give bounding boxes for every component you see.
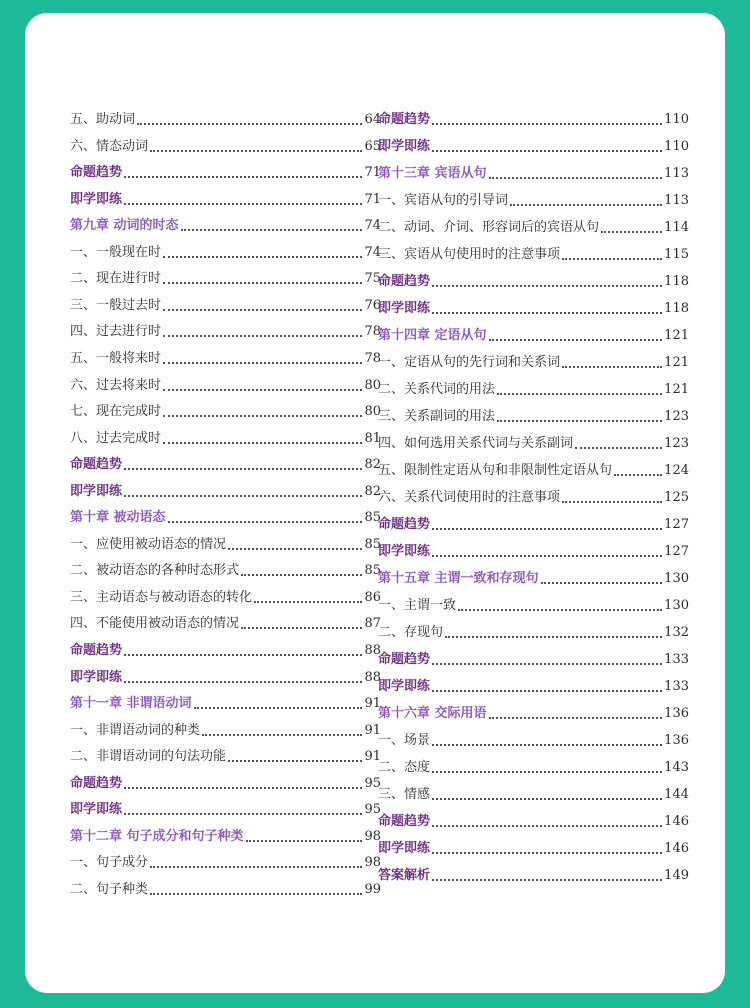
toc-entry-page-number: 113 (664, 193, 689, 208)
toc-entry[interactable] (70, 320, 381, 340)
toc-entry-title: 命题趋势 (378, 652, 431, 667)
toc-entry-page-number: 71 (364, 191, 381, 207)
toc-entry-page-number: 115 (664, 247, 689, 262)
dot-leader (163, 442, 362, 444)
toc-entry-page-number: 118 (664, 301, 689, 316)
toc-entry-title: 五、限制性定语从句和非限制性定语从句 (378, 463, 613, 478)
toc-entry-title: 三、宾语从句使用时的注意事项 (378, 247, 561, 262)
dot-leader (124, 787, 362, 789)
toc-entry[interactable] (378, 648, 689, 668)
toc-entry[interactable] (70, 586, 381, 606)
toc-entry-page-number: 80 (364, 377, 381, 393)
toc-entry-title: 答案解析 (378, 868, 431, 883)
toc-entry-title: 命题趋势 (378, 112, 431, 127)
toc-entry[interactable] (378, 837, 689, 857)
toc-entry[interactable] (70, 294, 381, 314)
dot-leader (575, 447, 662, 449)
toc-entry[interactable] (70, 108, 381, 128)
toc-entry-title: 三、主动语态与被动语态的转化 (70, 589, 253, 605)
toc-entry-page-number: 81 (364, 430, 381, 446)
toc-entry-page-number: 127 (664, 517, 689, 532)
dot-leader (432, 825, 662, 827)
toc-entry[interactable] (70, 559, 381, 579)
toc-entry[interactable] (70, 798, 381, 818)
dot-leader (124, 813, 362, 815)
toc-entry-title: 第十六章 交际用语 (378, 706, 487, 721)
toc-entry-page-number: 99 (364, 881, 381, 897)
toc-entry-page-number: 88 (364, 669, 381, 685)
toc-entry[interactable] (378, 783, 689, 803)
toc-entry-title: 第十三章 宾语从句 (378, 166, 487, 181)
toc-entry-title: 一、句子成分 (70, 855, 149, 871)
toc-entry-title: 第十二章 句子成分和句子种类 (70, 828, 244, 844)
toc-entry-page-number: 123 (664, 409, 689, 424)
toc-entry-page-number: 110 (664, 112, 689, 127)
dot-leader (432, 285, 662, 287)
toc-entry-title: 二、动词、介词、形容词后的宾语从句 (378, 220, 600, 235)
toc-entry[interactable] (378, 540, 689, 560)
toc-entry[interactable] (378, 108, 689, 128)
dot-leader (432, 798, 662, 800)
toc-entry[interactable] (70, 692, 381, 712)
toc-entry[interactable] (378, 702, 689, 722)
toc-entry[interactable] (378, 594, 689, 614)
toc-entry[interactable] (378, 162, 689, 182)
toc-entry-page-number: 71 (364, 165, 381, 181)
toc-entry-page-number: 130 (664, 571, 689, 586)
toc-entry-title: 即学即练 (70, 191, 123, 207)
toc-entry-title: 五、助动词 (70, 112, 136, 127)
toc-entry-page-number: 74 (364, 218, 381, 234)
dot-leader (124, 681, 362, 683)
toc-entry-page-number: 118 (664, 274, 689, 289)
toc-entry-title: 八、过去完成时 (70, 430, 162, 446)
dot-leader (562, 258, 662, 260)
dot-leader (150, 893, 362, 895)
dot-leader (194, 707, 363, 709)
toc-entry-page-number: 82 (364, 483, 381, 499)
toc-entry-page-number: 121 (664, 382, 689, 397)
toc-entry-title: 一、场景 (378, 733, 431, 748)
toc-entry[interactable] (70, 533, 381, 553)
toc-entry-title: 一、非谓语动词的种类 (70, 722, 201, 738)
dot-leader (168, 521, 363, 523)
toc-entry-page-number: 121 (664, 328, 689, 343)
toc-entry[interactable] (378, 270, 689, 290)
toc-entry-title: 命题趋势 (70, 457, 123, 473)
toc-entry[interactable] (378, 297, 689, 317)
toc-entry-title: 即学即练 (378, 544, 431, 559)
toc-entry[interactable] (70, 745, 381, 765)
dot-leader (228, 760, 362, 762)
dot-leader (163, 415, 362, 417)
toc-entry-title: 二、存现句 (378, 625, 444, 640)
dot-leader (124, 654, 362, 656)
toc-entry-page-number: 133 (664, 679, 689, 694)
toc-entry-title: 四、如何选用关系代词与关系副词 (378, 436, 574, 451)
toc-entry[interactable] (70, 214, 381, 234)
dot-leader (254, 601, 362, 603)
dot-leader (124, 203, 362, 205)
dot-leader (458, 609, 662, 611)
toc-entry[interactable] (378, 243, 689, 263)
dot-leader (228, 548, 362, 550)
toc-entry[interactable] (70, 639, 381, 659)
toc-entry-title: 命题趋势 (70, 775, 123, 791)
toc-entry[interactable] (378, 189, 689, 209)
dot-leader (163, 389, 362, 391)
toc-entry[interactable] (70, 188, 381, 208)
dot-leader (432, 744, 662, 746)
toc-entry[interactable] (378, 135, 689, 155)
toc-entry-title: 即学即练 (378, 841, 431, 856)
toc-entry-title: 三、情感 (378, 787, 431, 802)
toc-entry[interactable] (70, 267, 381, 287)
toc-entry[interactable] (70, 135, 381, 155)
dot-leader (150, 150, 362, 152)
dot-leader (432, 879, 662, 881)
toc-entry-page-number: 88 (364, 643, 381, 658)
toc-entry[interactable] (378, 378, 689, 398)
toc-entry-title: 命题趋势 (378, 274, 431, 289)
toc-entry[interactable] (378, 432, 689, 452)
toc-entry[interactable] (70, 719, 381, 739)
dot-leader (150, 866, 362, 868)
toc-entry-title: 命题趋势 (70, 165, 123, 181)
toc-entry-title: 一、一般现在时 (70, 244, 162, 260)
toc-entry-page-number: 95 (364, 802, 381, 818)
dot-leader (432, 150, 662, 152)
toc-entry-page-number: 78 (364, 324, 381, 340)
toc-entry-page-number: 125 (664, 490, 689, 505)
toc-entry-title: 七、现在完成时 (70, 404, 162, 420)
toc-entry[interactable] (70, 506, 381, 526)
toc-entry[interactable] (70, 772, 381, 792)
toc-entry-page-number: 85 (364, 563, 381, 579)
dot-leader (137, 123, 362, 125)
toc-entry-page-number: 121 (664, 355, 689, 370)
dot-leader (432, 312, 662, 314)
toc-entry-title: 即学即练 (70, 802, 123, 818)
dot-leader (445, 636, 662, 638)
toc-entry-title: 一、宾语从句的引导词 (378, 193, 509, 208)
toc-entry-title: 即学即练 (70, 483, 123, 499)
toc-entry[interactable] (378, 216, 689, 236)
toc-entry-page-number: 144 (664, 787, 689, 802)
dot-leader (181, 229, 363, 231)
dot-leader (489, 717, 663, 719)
toc-entry-page-number: 146 (664, 841, 689, 856)
toc-entry-title: 二、非谓语动词的句法功能 (70, 749, 227, 765)
dot-leader (163, 309, 362, 311)
toc-entry-page-number: 146 (664, 814, 689, 829)
toc-entry[interactable] (378, 405, 689, 425)
toc-entry-title: 四、过去进行时 (70, 324, 162, 340)
toc-entry[interactable] (378, 324, 689, 344)
toc-entry-page-number: 82 (364, 457, 381, 473)
dot-leader (497, 420, 662, 422)
toc-entry-title: 二、被动语态的各种时态形式 (70, 563, 240, 579)
toc-entry-page-number: 127 (664, 544, 689, 559)
dot-leader (163, 256, 362, 258)
toc-entry-page-number: 123 (664, 436, 689, 451)
toc-entry-title: 命题趋势 (70, 643, 123, 658)
dot-leader (541, 582, 663, 584)
dot-leader (163, 282, 362, 284)
toc-entry-page-number: 80 (364, 404, 381, 420)
dot-leader (562, 366, 662, 368)
dot-leader (163, 335, 362, 337)
toc-entry[interactable] (378, 486, 689, 506)
toc-entry-page-number: 95 (364, 775, 381, 791)
dot-leader (163, 362, 362, 364)
toc-entry[interactable] (70, 241, 381, 261)
toc-entry[interactable] (70, 825, 381, 845)
toc-entry-page-number: 74 (364, 244, 381, 260)
toc-entry-page-number: 98 (364, 855, 381, 871)
toc-entry[interactable] (378, 513, 689, 533)
toc-entry[interactable] (378, 459, 689, 479)
toc-entry[interactable] (378, 675, 689, 695)
toc-entry-title: 二、态度 (378, 760, 431, 775)
toc-entry-page-number: 124 (664, 463, 689, 478)
toc-entry-page-number: 78 (364, 350, 381, 366)
dot-leader (432, 528, 662, 530)
dot-leader (241, 574, 362, 576)
toc-entry-title: 第十五章 主谓一致和存现句 (378, 571, 539, 586)
toc-entry-page-number: 136 (664, 733, 689, 748)
toc-entry-title: 一、定语从句的先行词和关系词 (378, 355, 561, 370)
toc-entry-page-number: 91 (364, 722, 381, 738)
dot-leader (432, 555, 662, 557)
dot-leader (614, 474, 662, 476)
toc-entry-title: 命题趋势 (378, 814, 431, 829)
toc-entry-page-number: 85 (364, 536, 381, 552)
toc-entry-page-number: 76 (364, 297, 381, 313)
toc-entry[interactable] (70, 427, 381, 447)
toc-entry-title: 第十一章 非谓语动词 (70, 696, 192, 712)
toc-entry[interactable] (70, 453, 381, 473)
dot-leader (489, 177, 663, 179)
toc-entry[interactable] (378, 864, 689, 884)
toc-entry[interactable] (378, 810, 689, 830)
toc-entry-title: 四、不能使用被动语态的情况 (70, 616, 240, 632)
toc-entry-page-number: 98 (364, 828, 381, 844)
dot-leader (489, 339, 663, 341)
dot-leader (124, 468, 362, 470)
toc-entry[interactable] (378, 351, 689, 371)
toc-entry-page-number: 91 (364, 749, 381, 765)
toc-entry-page-number: 75 (364, 271, 381, 287)
dot-leader (497, 393, 662, 395)
toc-entry[interactable] (70, 612, 381, 632)
toc-entry-title: 一、应使用被动语态的情况 (70, 536, 227, 552)
toc-entry-page-number: 113 (664, 166, 689, 181)
toc-entry-title: 命题趋势 (378, 517, 431, 532)
toc-entry-page-number: 114 (664, 220, 689, 235)
toc-entry-page-number: 130 (664, 598, 689, 613)
dot-leader (601, 231, 662, 233)
dot-leader (241, 627, 362, 629)
toc-entry[interactable] (70, 851, 381, 871)
toc-entry[interactable] (70, 666, 381, 686)
dot-leader (124, 176, 362, 178)
toc-entry[interactable] (70, 480, 381, 500)
toc-entry[interactable] (378, 756, 689, 776)
toc-entry[interactable] (70, 347, 381, 367)
dot-leader (202, 734, 362, 736)
dot-leader (246, 840, 363, 842)
toc-entry-page-number: 110 (664, 139, 689, 154)
dot-leader (124, 495, 362, 497)
toc-entry-title: 二、关系代词的用法 (378, 382, 496, 397)
dot-leader (432, 123, 662, 125)
toc-entry[interactable] (378, 729, 689, 749)
toc-entry-page-number: 136 (664, 706, 689, 721)
toc-entry[interactable] (70, 161, 381, 181)
toc-entry-title: 第十四章 定语从句 (378, 328, 487, 343)
dot-leader (432, 690, 662, 692)
toc-entry[interactable] (378, 567, 689, 587)
toc-entry-title: 三、一般过去时 (70, 297, 162, 313)
toc-entry-page-number: 65 (364, 138, 381, 154)
toc-entry-title: 一、主谓一致 (378, 598, 457, 613)
toc-entry-page-number: 85 (364, 510, 381, 526)
toc-entry-title: 第十章 被动语态 (70, 510, 166, 526)
toc-entry[interactable] (70, 374, 381, 394)
toc-entry-title: 即学即练 (378, 139, 431, 154)
toc-entry-page-number: 86 (364, 589, 381, 605)
toc-entry-page-number: 64 (364, 112, 381, 127)
toc-entry-page-number: 87 (364, 616, 381, 632)
toc-entry-title: 六、情态动词 (70, 138, 149, 154)
toc-entry-title: 即学即练 (378, 301, 431, 316)
toc-entry-page-number: 133 (664, 652, 689, 667)
toc-entry-title: 五、一般将来时 (70, 350, 162, 366)
dot-leader (432, 771, 662, 773)
toc-entry-page-number: 149 (664, 868, 689, 883)
toc-entry-title: 六、关系代词使用时的注意事项 (378, 490, 561, 505)
toc-entry-title: 第九章 动词的时态 (70, 218, 179, 234)
toc-entry-title: 三、关系副词的用法 (378, 409, 496, 424)
dot-leader (510, 204, 662, 206)
toc-entry[interactable] (70, 400, 381, 420)
toc-entry[interactable] (70, 878, 381, 898)
toc-page (25, 13, 725, 993)
toc-entry[interactable] (378, 621, 689, 641)
toc-entry-page-number: 132 (664, 625, 689, 640)
toc-entry-title: 二、现在进行时 (70, 271, 162, 287)
toc-entry-title: 二、句子种类 (70, 881, 149, 897)
toc-entry-title: 即学即练 (70, 669, 123, 685)
dot-leader (432, 852, 662, 854)
toc-entry-title: 六、过去将来时 (70, 377, 162, 393)
toc-entry-page-number: 143 (664, 760, 689, 775)
toc-entry-page-number: 91 (364, 696, 381, 712)
dot-leader (562, 501, 662, 503)
toc-entry-title: 即学即练 (378, 679, 431, 694)
dot-leader (432, 663, 662, 665)
